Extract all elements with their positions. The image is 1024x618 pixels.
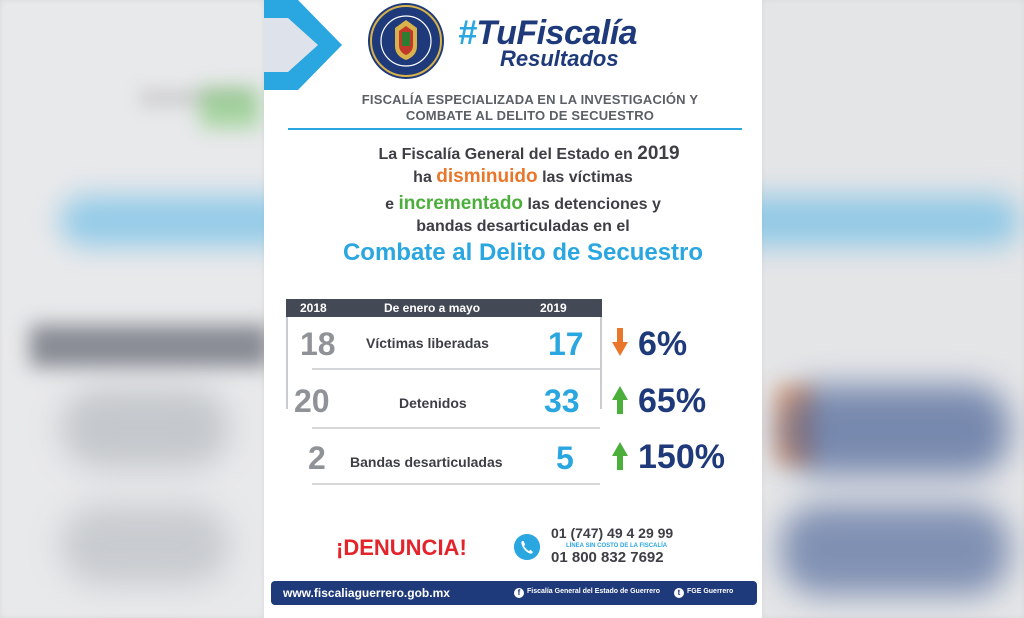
column-year-2019: 2019 <box>540 301 567 315</box>
change-percent-gangs: 150% <box>638 438 725 476</box>
intro-text: las víctimas <box>542 169 633 186</box>
value-2018-victims: 18 <box>300 326 336 362</box>
intro-line4: bandas desarticuladas en el <box>416 218 630 235</box>
report-call-to-action: ¡DENUNCIA! <box>336 535 467 560</box>
background-blur-table-header <box>30 325 270 367</box>
intro-text: las detenciones y <box>527 196 661 213</box>
row-divider <box>312 368 600 370</box>
intro-text: La Fiscalía General del Estado en <box>378 146 633 163</box>
toll-free-note: LÍNEA SIN COSTO DE LA FISCALÍA <box>566 543 668 549</box>
arrow-up-icon <box>612 386 628 414</box>
highlight-decreased: disminuido <box>436 166 538 187</box>
intro-line3 <box>274 193 762 215</box>
background-blur-number <box>60 388 230 468</box>
infographic-poster <box>264 0 762 618</box>
change-percent-victims: 6% <box>638 325 688 363</box>
department-name-line1: FISCALÍA ESPECIALIZADA EN LA INVESTIGACIÓN Y <box>361 92 699 107</box>
background-blur-percent <box>780 505 1010 595</box>
results-subtitle: Resultados <box>500 46 619 71</box>
footer-bar <box>271 581 757 605</box>
facebook-icon: f <box>514 588 524 598</box>
divider <box>288 128 742 130</box>
twitter-icon: t <box>674 588 684 598</box>
fge-seal-logo <box>367 2 445 80</box>
arrow-up-icon <box>612 442 628 470</box>
change-percent-detainees: 65% <box>638 382 707 420</box>
background-blur-green <box>200 88 260 128</box>
hashtag-mark: # <box>458 14 477 52</box>
phone-number-toll-free: 01 800 832 7692 <box>551 549 664 566</box>
value-2019-gangs: 5 <box>556 440 574 476</box>
row-divider <box>312 483 600 485</box>
intro-year: 2019 <box>637 143 680 164</box>
intro-text: ha <box>413 169 432 186</box>
facebook-account[interactable]: Fiscalía General del Estado de Guerrero <box>527 588 661 595</box>
phone-icon <box>514 534 540 560</box>
value-2019-victims: 17 <box>548 326 584 362</box>
phone-number-local: 01 (747) 49 4 29 99 <box>551 525 674 541</box>
column-year-2018: 2018 <box>300 301 327 315</box>
intro-line1 <box>280 143 762 165</box>
background-blur-percent <box>780 385 1010 475</box>
intro-line2 <box>274 166 762 188</box>
row-label-detainees: Detenidos <box>399 395 467 411</box>
intro-text: e <box>385 196 394 213</box>
value-2018-detainees: 20 <box>294 383 330 419</box>
arrow-down-icon <box>612 328 628 356</box>
highlight-increased: incrementado <box>398 193 524 214</box>
website-link[interactable]: www.fiscaliaguerrero.gob.mx <box>283 586 450 600</box>
hashtag-word: TuFiscalía <box>476 14 638 52</box>
headline: Combate al Delito de Secuestro <box>342 239 704 266</box>
row-label-gangs: Bandas desarticuladas <box>350 454 503 470</box>
column-period: De enero a mayo <box>384 301 481 315</box>
twitter-account[interactable]: FGE Guerrero <box>687 588 734 595</box>
background-blur-number <box>60 505 230 585</box>
row-label-victims: Víctimas liberadas <box>366 335 489 351</box>
row-divider <box>312 427 600 429</box>
value-2018-gangs: 2 <box>308 440 326 476</box>
department-name-line2: COMBATE AL DELITO DE SECUESTRO <box>405 108 655 123</box>
table-header <box>286 299 602 317</box>
value-2019-detainees: 33 <box>544 383 580 419</box>
